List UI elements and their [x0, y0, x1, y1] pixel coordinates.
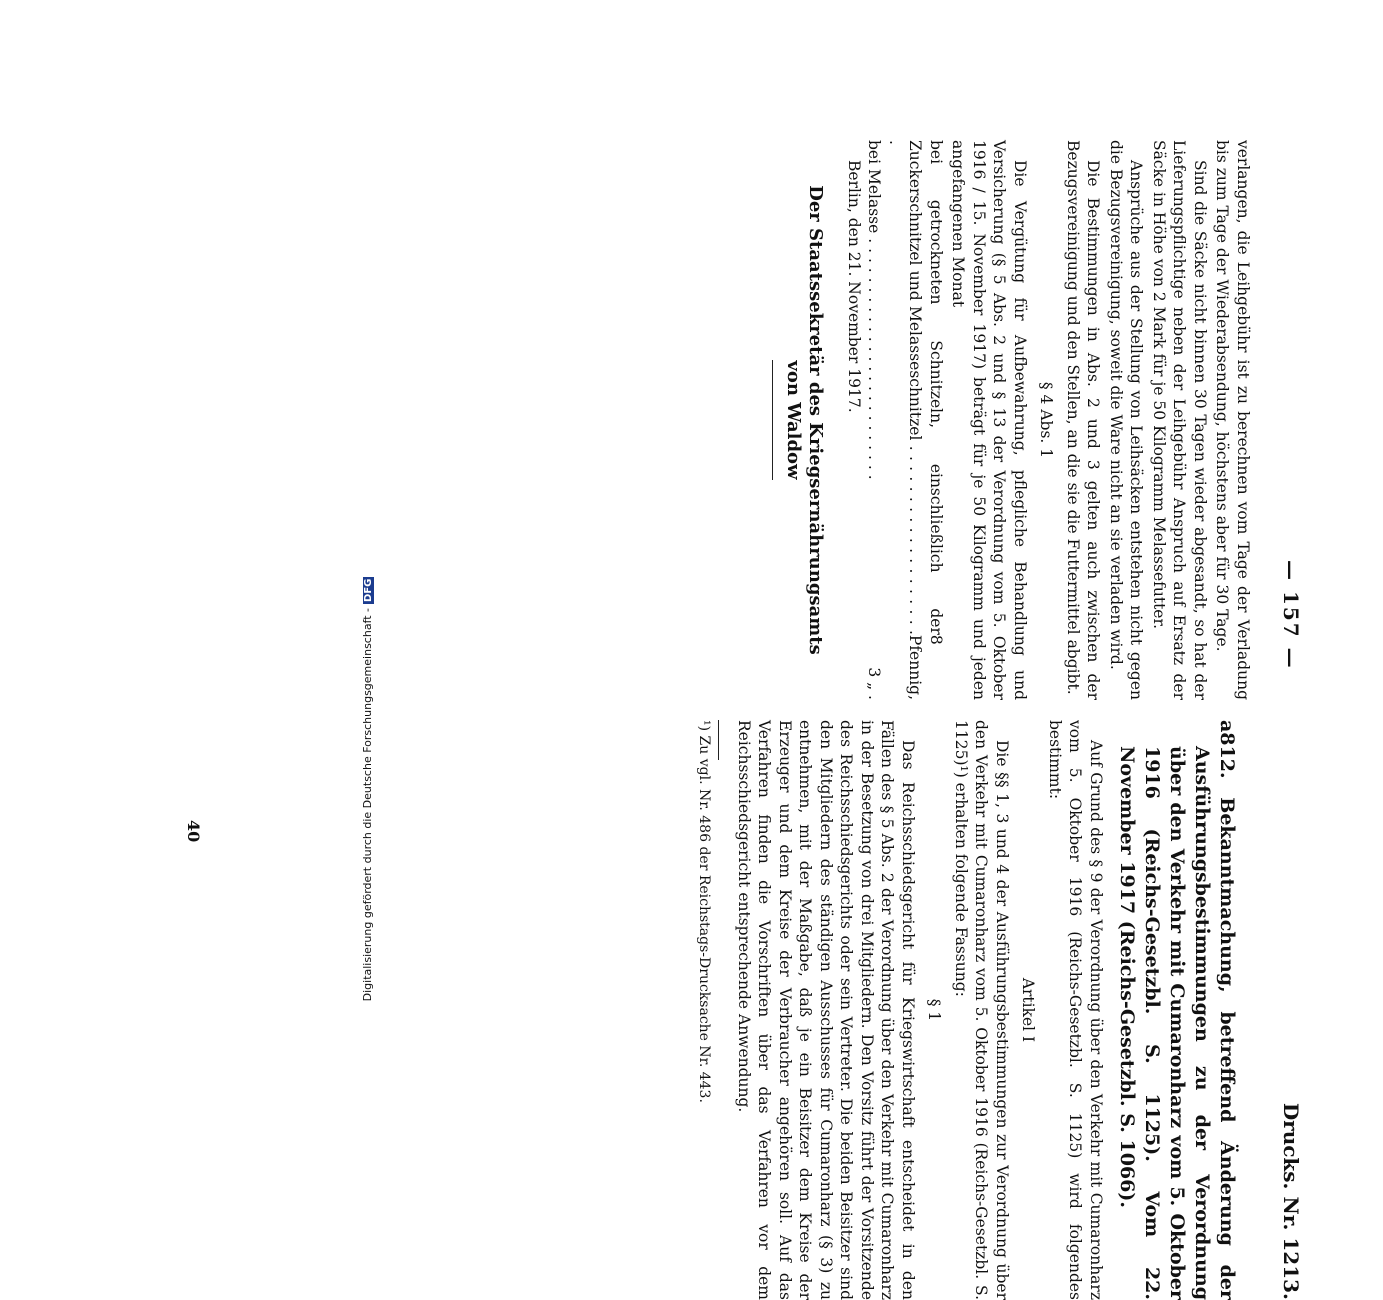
notice-title: a812. Bekanntmachung, betreffend Änderung der Ausführungsbestimmungen zu der Verordnung über den Verkehr mit Cumaronharz vom 5. Oktober 1916 (Reichs-Gesetzbl. S. 1125). Vom 22. November 1917 (Reichs-Gesetzbl. S. 1066).: [1116, 720, 1238, 1300]
page-header: [1263, 140, 1303, 1300]
authority-title: Der Staatssekretär des Kriegsernährungsamts: [805, 185, 827, 655]
paragraph: Die §§ 1, 3 und 4 der Ausführungsbestimmungen zur Verordnung über den Verkehr mit Cumaronharz vom 5. Oktober 1916 (Reichs-Gesetzbl. S. 1125)¹) erhalten folgende Fassung:: [952, 720, 1011, 1300]
date-line: Berlin, den 21. November 1917.: [845, 160, 863, 413]
rate-row: [864, 140, 885, 700]
paragraph: Ansprüche aus der Stellung von Leihsäcken entstehen nicht gegen die Bezugsvereinigung, soweit die Ware nicht an sie verladen wird.: [1107, 140, 1146, 700]
rate-label: bei getrockneten Schnitzeln, einschließlich der Zuckerschnitzel und Melasseschnitzel . . . . . . . . . . . . . . . . . . . .: [886, 140, 945, 635]
footer-page-number: 40: [184, 820, 203, 843]
footnote-rule: [719, 720, 720, 760]
digitization-note: [361, 289, 379, 1289]
article-heading: Artikel I: [1019, 977, 1038, 1043]
footnote: ¹) Zu vgl. Nr. 486 der Reichstags-Drucksache Nr. 443.: [696, 720, 713, 1103]
section-heading: § 1: [925, 998, 944, 1022]
rate-value: 3 „ .: [865, 667, 884, 700]
left-column: [762, 140, 1253, 700]
section-heading: § 4 Abs. 1: [1037, 381, 1056, 459]
right-column: [694, 720, 1253, 1300]
authority-name: von Waldow: [783, 360, 805, 480]
paragraph: Auf Grund des § 9 der Verordnung über den Verkehr mit Cumaronharz vom 5. Oktober 1916 (Reichs-Gesetzbl. S. 1125) wird folgendes bestimmt:: [1046, 720, 1105, 1300]
page-number: — 157 —: [1279, 560, 1303, 670]
rate-value: 8 Pfennig,: [906, 634, 945, 701]
paragraph: Die Bestimmungen in Abs. 2 und 3 gelten auch zwischen der Bezugsvereinigung und den Stellen, an die sie die Futtermittel abgibt.: [1064, 140, 1103, 700]
paragraph: Die Vergütung für Aufbewahrung, pflegliche Behandlung und Versicherung (§ 5 Abs. 2 und § 13 der Verordnung vom 5. Oktober 1916 / 15. November 1917) beträgt für je 50 Kilogramm und jeden angefangenen Monat: [949, 140, 1029, 700]
divider: [772, 360, 773, 480]
rate-label: bei Melasse . . . . . . . . . . . . . . . . . . . . . . . . .: [865, 140, 884, 480]
paragraph: Das Reichsschiedsgericht für Kriegswirtschaft entscheidet in den Fällen des § 5 Abs. 2 der Verordnung über den Verkehr mit Cumaronharz in der Besetzung von drei Mitgliedern. Den Vorsitz führt der Vorsitzende des Reichsschiedsgerichts oder sein Vertreter. Die beiden Beisitzer sind den Mitgliedern des ständigen Ausschusses für Cumaronharz (§ 3) zu entnehmen, mit der Maßgabe, daß je ein Beisitzer dem Kreise der Erzeuger und dem Kreise der Verbraucher angehören soll. Auf das Verfahren finden die Vorschriften über das Verfahren vor dem Reichsschiedsgericht entsprechende Anwendung.: [735, 720, 917, 1300]
dfg-logo: DFG: [363, 578, 374, 602]
rate-row: [885, 140, 947, 700]
digitization-text: Digitalisierung gefördert durch die Deutsche Forschungsgemeinschaft -: [361, 607, 374, 1002]
paragraph: Sind die Säcke nicht binnen 30 Tagen wieder abgesandt, so hat der Lieferungspflichtige neben der Leihgebühr Anspruch auf Ersatz der Säcke in Höhe von 2 Mark für je 50 Kilogramm Melassefutter.: [1150, 140, 1209, 700]
document-reference: Drucks. Nr. 1213.: [1279, 1102, 1303, 1300]
paragraph: verlangen, die Leihgebühr ist zu berechnen vom Tage der Verladung bis zum Tage der Wiederabsendung, höchstens aber für 30 Tage.: [1213, 140, 1252, 700]
